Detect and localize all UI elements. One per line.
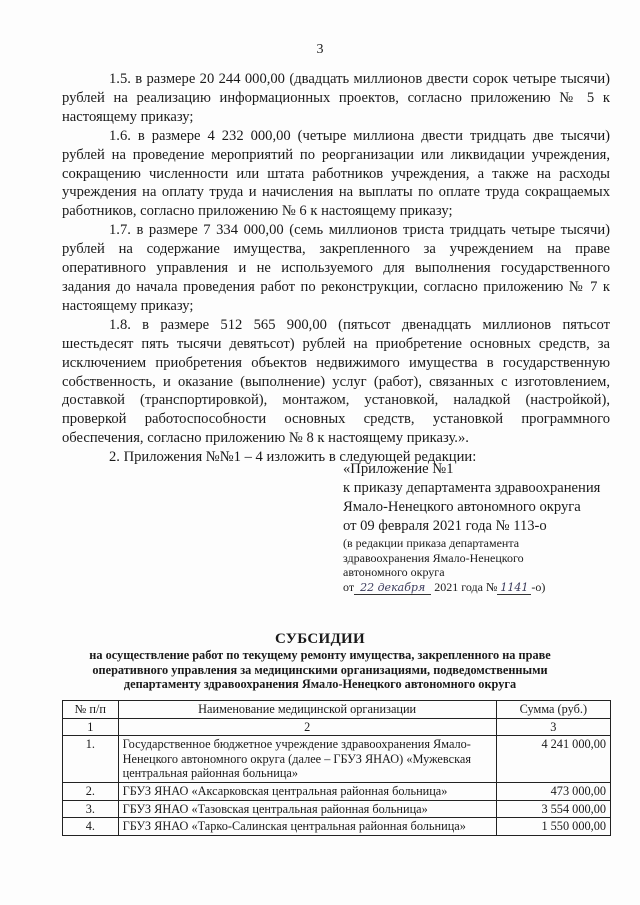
table-row <box>63 736 611 783</box>
row-organization: ГБУЗ ЯНАО «Тарко-Салинская центральная районная больница» <box>118 818 496 836</box>
row-sum: 473 000,00 <box>496 782 610 800</box>
annex-line-4: от 09 февраля 2021 года № 113-о <box>343 518 547 534</box>
header-sum: Сумма (руб.) <box>496 701 610 719</box>
row-sum: 3 554 000,00 <box>496 800 610 818</box>
annex-header <box>343 460 623 595</box>
table-row <box>63 818 611 836</box>
handwritten-number: 1141 <box>497 581 531 595</box>
paragraph-2: 2. Приложения №№1 – 4 изложить в следующей редакции: <box>109 449 477 466</box>
handwritten-date: 22 декабря <box>354 581 431 595</box>
header-organization: Наименование медицинской организации <box>118 701 496 719</box>
annex-sign-suffix: -о) <box>531 579 546 594</box>
table-row <box>63 782 611 800</box>
title-sub-2: оперативного управления за медицинскими организациями, подведомственными <box>92 662 548 677</box>
row-organization: Государственное бюджетное учреждение здравоохранения Ямало-Ненецкого автономного округа (далее – ГБУЗ ЯНАО) «Мужевская центральная районная больница» <box>118 736 496 783</box>
document-title <box>0 630 640 692</box>
row-organization: ГБУЗ ЯНАО «Тазовская центральная районная больница» <box>118 800 496 818</box>
annex-line-6: здравоохранения Ямало-Ненецкого <box>343 550 524 565</box>
paragraph-1-5: 1.5. в размере 20 244 000,00 (двадцать миллионов двести сорок четыре тысячи) рублей на реализацию информационных проектов, согласно приложению № 5 к настоящему приказу; <box>62 71 610 125</box>
title-heading: СУБСИДИИ <box>274 631 365 647</box>
paragraph-1-7: 1.7. в размере 7 334 000,00 (семь миллионов триста тридцать четыре тысячи) рублей на содержание имущества, закрепленного за учреждением на праве оперативного управления и не используемого для выполнения государственного задания до начала проведения работ по реконструкции, согласно приложению № 7 к настоящему приказу; <box>62 222 610 314</box>
row-number: 3. <box>63 800 119 818</box>
paragraph-1-8: 1.8. в размере 512 565 900,00 (пятьсот двенадцать миллионов пятьсот шестьдесят пять тысячи девятьсот) рублей на приобретение основных средств, за исключением приобретения объектов недвижимого имущества в государственную собственность, и оказание (выполнение) услуг (работ), связанных с изготовлением, доставкой (транспортировкой), монтажом, установкой, наладкой (настройкой), проверкой работоспособности основных средств, установкой программного обеспечения, согласно приложению № 8 к настоящему приказу.». <box>62 316 610 447</box>
annex-revision-date <box>343 580 623 596</box>
row-organization: ГБУЗ ЯНАО «Аксарковская центральная районная больница» <box>118 782 496 800</box>
paragraph-1-6: 1.6. в размере 4 232 000,00 (четыре миллиона двести тридцать две тысячи) рублей на проведение мероприятий по реорганизации или ликвидации учреждения, сокращению численности или штата работников учреждения, а также на расходы учреждения на оплату труда и начисления на выплаты по оплате труда сокращаемых работников, согласно приложению № 6 к настоящему приказу; <box>62 127 610 220</box>
subsidies-table <box>62 700 611 836</box>
row-sum: 4 241 000,00 <box>496 736 610 783</box>
annex-sign-year: 2021 года № <box>434 579 498 594</box>
row-sum: 1 550 000,00 <box>496 818 610 836</box>
row-number: 2. <box>63 782 119 800</box>
row-number: 1. <box>63 736 119 783</box>
table-header-row <box>63 701 611 719</box>
annex-line-3: Ямало-Ненецкого автономного округа <box>343 499 581 515</box>
annex-sign-prefix: от <box>343 579 355 594</box>
header-number: № п/п <box>63 701 119 719</box>
annex-line-5: (в редакции приказа департамента <box>343 536 520 550</box>
table-row <box>63 800 611 818</box>
annex-line-1: «Приложение №1 <box>343 461 454 477</box>
title-sub-3: департаменту здравоохранения Ямало-Ненецкого автономного округа <box>123 677 517 692</box>
annex-line-7: автономного округа <box>343 565 445 579</box>
col-number-2: 2 <box>118 718 496 736</box>
page-number: 3 <box>316 42 324 57</box>
title-sub-1: на осуществление работ по текущему ремонту имущества, закрепленного на праве <box>89 648 551 662</box>
annex-line-2: к приказу департамента здравоохранения <box>343 480 601 496</box>
col-number-1: 1 <box>63 718 119 736</box>
col-number-3: 3 <box>496 718 610 736</box>
row-number: 4. <box>63 818 119 836</box>
table-column-number-row <box>63 718 611 736</box>
order-body-text <box>62 70 610 467</box>
